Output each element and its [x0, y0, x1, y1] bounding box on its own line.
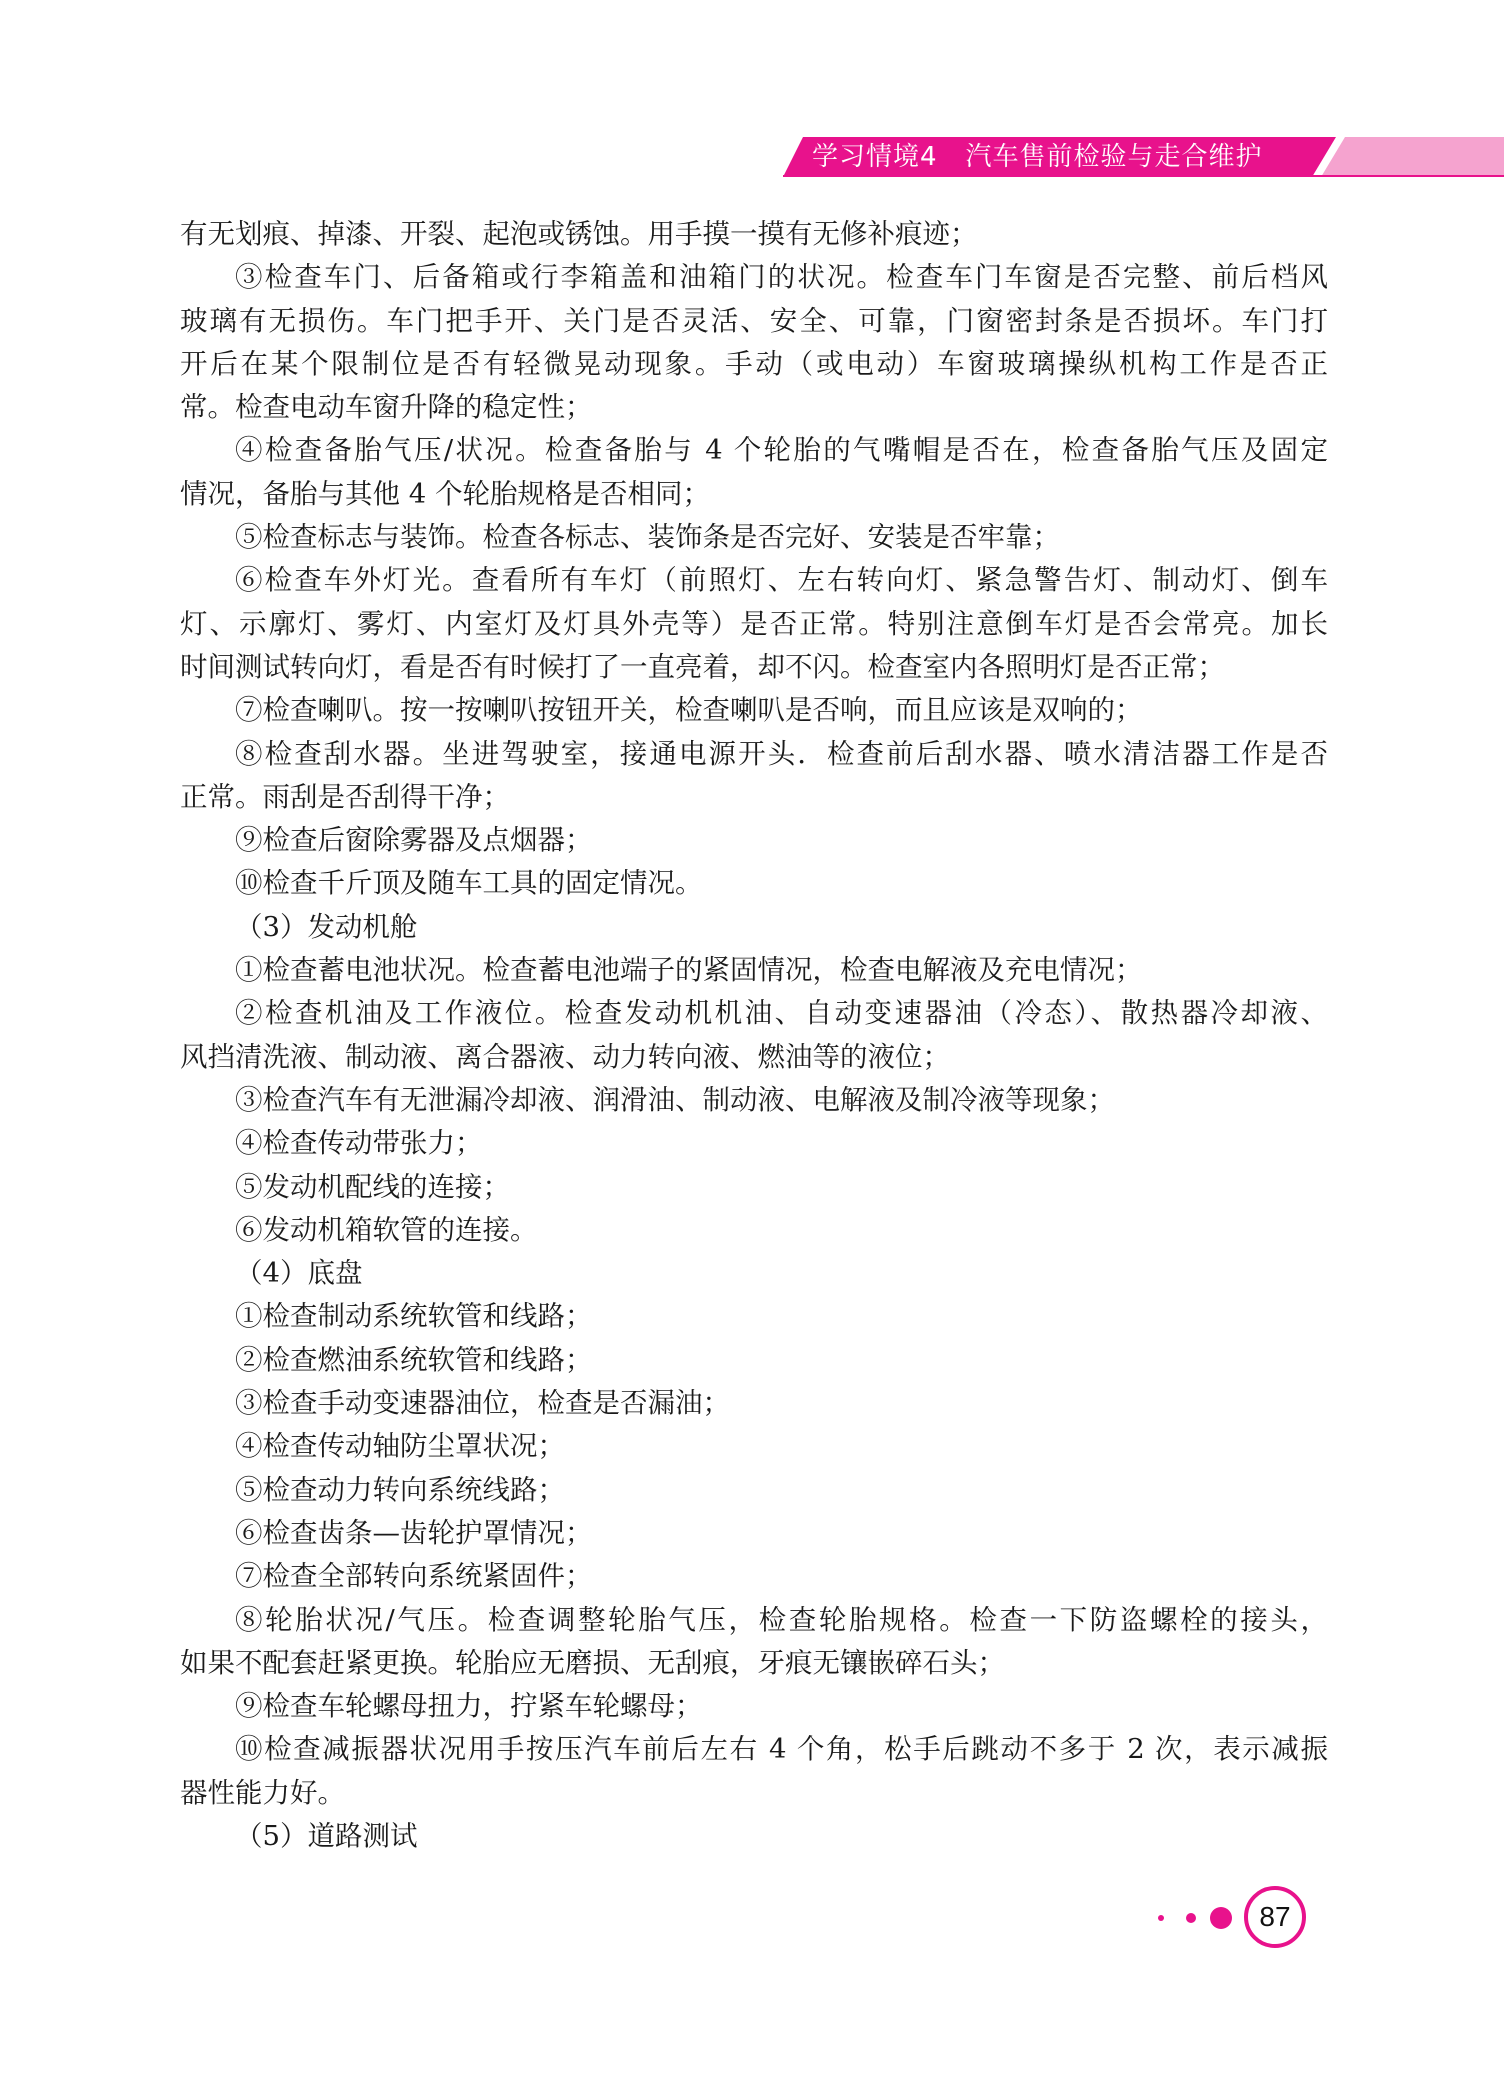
decorative-dot-medium: [1186, 1913, 1196, 1923]
body-line: 灯、示廓灯、雾灯、内室灯及灯具外壳等）是否正常。特别注意倒车灯是否会常亮。加长: [180, 607, 1328, 640]
body-line: 玻璃有无损伤。车门把手开、关门是否灵活、安全、可靠，门窗密封条是否损坏。车门打: [180, 304, 1328, 337]
body-line: ①检查蓄电池状况。检查蓄电池端子的紧固情况，检查电解液及充电情况；: [235, 954, 1143, 987]
body-line: ⑥检查齿条—齿轮护罩情况；: [235, 1516, 593, 1549]
body-line: 如果不配套赶紧更换。轮胎应无磨损、无刮痕，牙痕无镶嵌碎石头；: [180, 1646, 1005, 1679]
body-line: ⑩检查千斤顶及随车工具的固定情况。: [235, 867, 703, 900]
body-line: ⑧检查刮水器。坐进驾驶室，接通电源开头．检查前后刮水器、喷水清洁器工作是否: [235, 737, 1328, 770]
page-number: 87: [1244, 1886, 1306, 1948]
body-line: ⑥发动机箱软管的连接。: [235, 1213, 538, 1246]
body-line: ③检查车门、后备箱或行李箱盖和油箱门的状况。检查车门车窗是否完整、前后档风: [235, 261, 1328, 294]
body-line: ⑧轮胎状况/气压。检查调整轮胎气压，检查轮胎规格。检查一下防盗螺栓的接头，: [235, 1603, 1328, 1636]
chapter-header-title: [812, 137, 1263, 177]
body-line: （3）发动机舱: [235, 910, 418, 943]
body-line: ④检查传动轴防尘罩状况；: [235, 1430, 565, 1463]
body-line: ⑥检查车外灯光。查看所有车灯（前照灯、左右转向灯、紧急警告灯、制动灯、倒车: [235, 564, 1328, 597]
body-line: ②检查机油及工作液位。检查发动机机油、自动变速器油（冷态）、散热器冷却液、: [235, 997, 1328, 1030]
chapter-label: 学习情境4: [812, 142, 938, 172]
body-line: ③检查汽车有无泄漏冷却液、润滑油、制动液、电解液及制冷液等现象；: [235, 1083, 1115, 1116]
body-line: （4）底盘: [235, 1257, 363, 1290]
page-number-badge: [1150, 1880, 1320, 1960]
body-line: ④检查备胎气压/状况。检查备胎与 4 个轮胎的气嘴帽是否在，检查备胎气压及固定: [235, 434, 1328, 467]
body-line: ⑨检查后窗除雾器及点烟器；: [235, 824, 593, 857]
decorative-dot-small: [1158, 1915, 1164, 1921]
body-line: 开后在某个限制位是否有轻微晃动现象。手动（或电动）车窗玻璃操纵机构工作是否正: [180, 347, 1328, 380]
body-line: （5）道路测试: [235, 1819, 418, 1852]
decorative-dot-large: [1210, 1907, 1232, 1929]
body-line: 常。检查电动车窗升降的稳定性；: [180, 391, 593, 424]
body-line: ③检查手动变速器油位，检查是否漏油；: [235, 1387, 730, 1420]
body-line: ④检查传动带张力；: [235, 1127, 483, 1160]
body-line: ⑩检查减振器状况用手按压汽车前后左右 4 个角，松手后跳动不多于 2 次，表示减振: [235, 1733, 1328, 1766]
body-line: ⑤检查标志与装饰。检查各标志、装饰条是否完好、安装是否牢靠；: [235, 521, 1060, 554]
body-line: ⑤检查动力转向系统线路；: [235, 1473, 565, 1506]
body-line: 情况，备胎与其他 4 个轮胎规格是否相同；: [180, 477, 710, 510]
body-line: 有无划痕、掉漆、开裂、起泡或锈蚀。用手摸一摸有无修补痕迹；: [180, 218, 978, 250]
body-line: 器性能力好。: [180, 1776, 345, 1809]
body-line: ⑦检查喇叭。按一按喇叭按钮开关，检查喇叭是否响，而且应该是双响的；: [235, 694, 1143, 727]
body-line: 正常。雨刮是否刮得干净；: [180, 780, 510, 813]
body-line: ⑤发动机配线的连接；: [235, 1170, 510, 1203]
body-line: ⑨检查车轮螺母扭力，拧紧车轮螺母；: [235, 1690, 703, 1723]
body-line: ⑦检查全部转向系统紧固件；: [235, 1560, 593, 1593]
body-line: 风挡清洗液、制动液、离合器液、动力转向液、燃油等的液位；: [180, 1040, 950, 1073]
chapter-title: 汽车售前检验与走合维护: [965, 142, 1263, 172]
body-line: ①检查制动系统软管和线路；: [235, 1300, 593, 1333]
body-line: ②检查燃油系统软管和线路；: [235, 1343, 593, 1376]
page-body-text: [180, 213, 1328, 1858]
body-line: 时间测试转向灯，看是否有时候打了一直亮着，却不闪。检查室内各照明灯是否正常；: [180, 650, 1225, 683]
